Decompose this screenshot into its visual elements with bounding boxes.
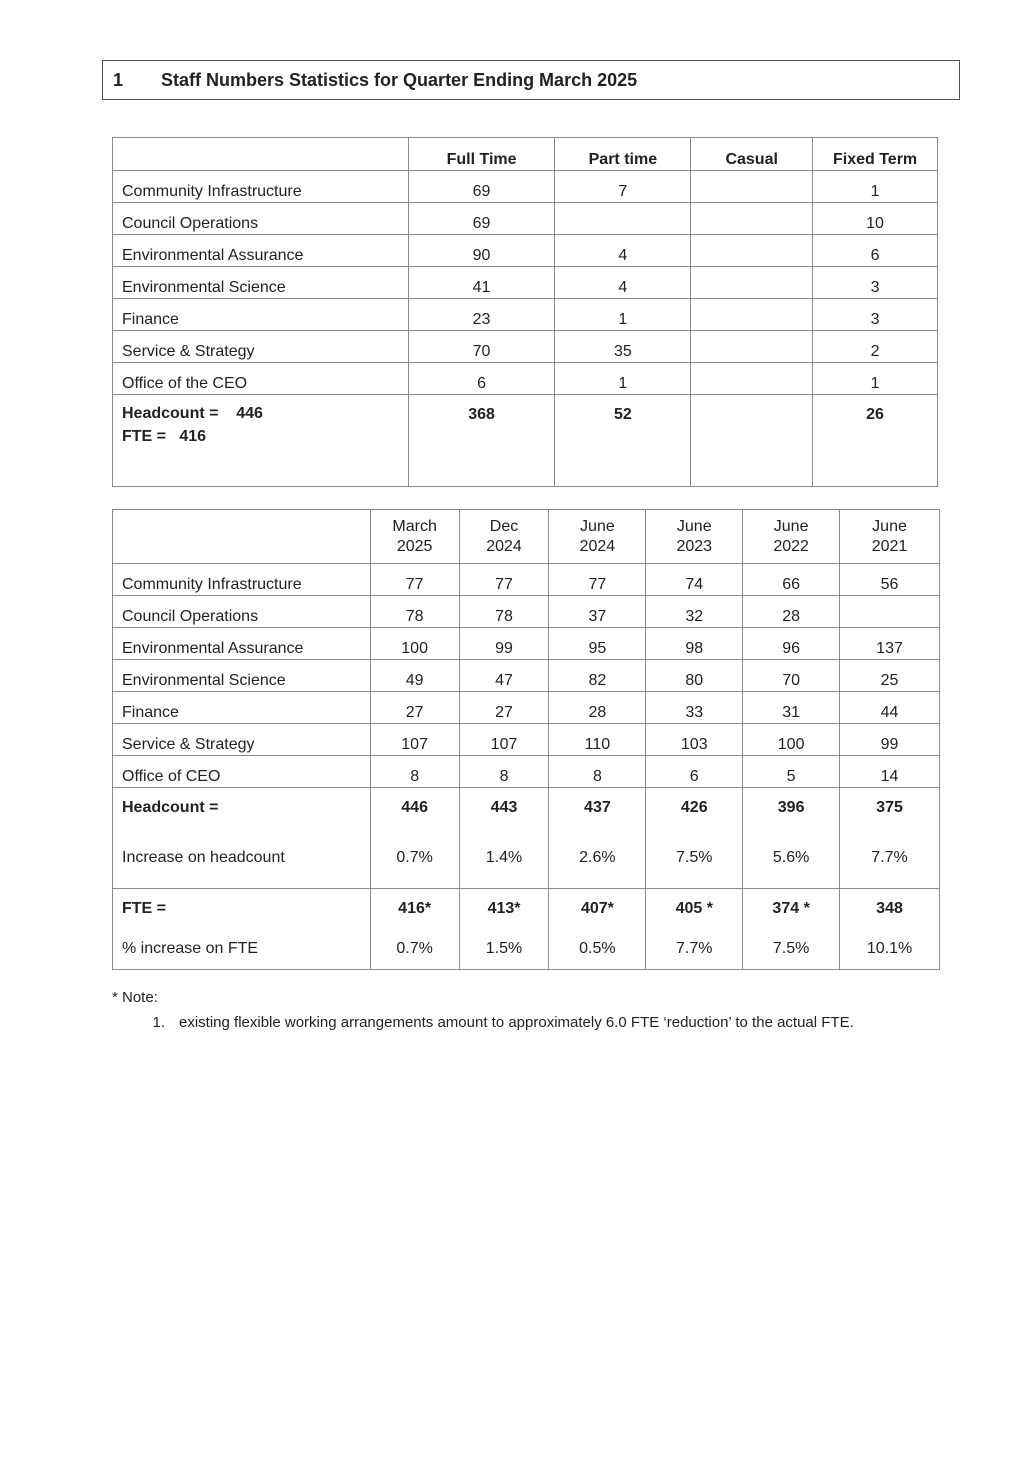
table-cell: 95 <box>549 628 646 660</box>
fte-summary-label <box>113 889 371 970</box>
column-header-line2: 2021 <box>871 537 908 555</box>
fte-summary-cell <box>743 889 840 970</box>
row-label: Council Operations <box>113 203 409 235</box>
headcount-summary-cell <box>549 788 646 889</box>
table-row <box>113 596 940 628</box>
headcount-summary-cell <box>840 788 940 889</box>
increase-fte-label: % increase on FTE <box>122 940 259 957</box>
table-cell <box>691 235 813 267</box>
column-header <box>459 510 549 564</box>
fte-value: 374 * <box>772 900 810 917</box>
headcount-increase-value: 7.7% <box>871 849 908 866</box>
headcount-increase-value: 7.5% <box>676 849 713 866</box>
column-header-line1: June <box>773 517 809 535</box>
headcount-label: Headcount = <box>122 405 219 422</box>
table-row <box>113 267 938 299</box>
headcount-summary-cell <box>743 788 840 889</box>
table-row <box>113 692 940 724</box>
table-cell: 4 <box>555 235 691 267</box>
fte-summary-row <box>113 889 940 970</box>
increase-headcount-label: Increase on headcount <box>122 849 285 866</box>
total-cell: 26 <box>813 395 938 487</box>
table-cell: 37 <box>549 596 646 628</box>
table-cell: 10 <box>813 203 938 235</box>
headcount-summary-row <box>113 788 940 889</box>
table-cell <box>555 203 691 235</box>
table-cell: 27 <box>370 692 459 724</box>
table-row <box>113 724 940 756</box>
note-item <box>112 1012 942 1034</box>
column-header: Full Time <box>408 138 555 171</box>
table-cell: 25 <box>840 660 940 692</box>
row-label: Community Infrastructure <box>113 564 371 596</box>
table-cell: 6 <box>646 756 743 788</box>
table-cell: 8 <box>549 756 646 788</box>
table-cell: 33 <box>646 692 743 724</box>
headcount-increase-value: 1.4% <box>485 849 523 866</box>
table-cell <box>691 363 813 395</box>
employment-type-table <box>112 137 938 487</box>
fte-summary-cell <box>549 889 646 970</box>
table-cell: 28 <box>743 596 840 628</box>
table-cell: 14 <box>840 756 940 788</box>
column-header-line1: Dec <box>489 517 519 535</box>
fte-value: 416 <box>179 428 207 445</box>
header-blank <box>113 138 409 171</box>
headcount-summary-cell <box>646 788 743 889</box>
column-header: Fixed Term <box>813 138 938 171</box>
total-row <box>113 395 938 487</box>
fte-label: FTE = <box>122 900 167 917</box>
column-header <box>370 510 459 564</box>
table-cell: 6 <box>408 363 555 395</box>
table-cell: 56 <box>840 564 940 596</box>
table-cell: 82 <box>549 660 646 692</box>
fte-increase-value: 7.7% <box>676 940 713 957</box>
column-header-line2: 2025 <box>396 537 433 555</box>
table-row <box>113 628 940 660</box>
table-cell: 96 <box>743 628 840 660</box>
table-cell: 99 <box>840 724 940 756</box>
column-header-line2: 2024 <box>486 537 522 555</box>
table-cell: 3 <box>813 267 938 299</box>
footnote <box>112 987 942 1034</box>
table-cell: 69 <box>408 171 555 203</box>
fte-value: 405 * <box>675 900 713 917</box>
table-cell: 7 <box>555 171 691 203</box>
table-cell: 35 <box>555 331 691 363</box>
table-cell: 110 <box>549 724 646 756</box>
table-cell <box>691 203 813 235</box>
row-label: Environmental Science <box>113 660 371 692</box>
headcount-increase-value: 5.6% <box>772 849 810 866</box>
column-header <box>743 510 840 564</box>
fte-summary-cell <box>370 889 459 970</box>
row-label: Environmental Assurance <box>113 628 371 660</box>
table-row <box>113 756 940 788</box>
column-header-line1: June <box>872 517 907 535</box>
row-label: Service & Strategy <box>113 331 409 363</box>
table-row <box>113 660 940 692</box>
table-row <box>113 235 938 267</box>
row-label: Council Operations <box>113 596 371 628</box>
fte-increase-value: 0.5% <box>579 940 616 957</box>
table-cell: 78 <box>370 596 459 628</box>
table-cell: 66 <box>743 564 840 596</box>
table-cell: 2 <box>813 331 938 363</box>
fte-value: 348 <box>876 900 903 917</box>
table-cell: 100 <box>743 724 840 756</box>
table-cell <box>691 299 813 331</box>
table-cell: 74 <box>646 564 743 596</box>
headcount-value: 375 <box>876 799 903 816</box>
column-header-line1: June <box>676 517 712 535</box>
total-cell: 52 <box>555 395 691 487</box>
column-header-line2: 2022 <box>773 537 809 555</box>
table-row <box>113 331 938 363</box>
table-cell: 44 <box>840 692 940 724</box>
column-header-line1: June <box>580 517 615 535</box>
column-header-line2: 2024 <box>579 537 616 555</box>
table-row <box>113 203 938 235</box>
table-cell: 70 <box>743 660 840 692</box>
fte-summary-cell <box>459 889 549 970</box>
section-title: Staff Numbers Statistics for Quarter Ending March 2025 <box>161 69 638 90</box>
table-cell <box>691 331 813 363</box>
table-cell: 90 <box>408 235 555 267</box>
table-cell: 137 <box>840 628 940 660</box>
table-cell: 99 <box>459 628 549 660</box>
table-cell: 77 <box>549 564 646 596</box>
total-cell <box>691 395 813 487</box>
fte-value: 407* <box>580 900 614 917</box>
table-cell: 98 <box>646 628 743 660</box>
table-cell: 8 <box>370 756 459 788</box>
headcount-summary-cell <box>459 788 549 889</box>
table-cell: 70 <box>408 331 555 363</box>
table-cell: 107 <box>370 724 459 756</box>
row-label: Service & Strategy <box>113 724 371 756</box>
table-cell: 23 <box>408 299 555 331</box>
headcount-value: 443 <box>490 799 518 816</box>
table-cell: 69 <box>408 203 555 235</box>
historical-headcount-table <box>112 509 940 970</box>
note-number: 1. <box>152 1014 165 1031</box>
fte-summary-cell <box>840 889 940 970</box>
row-label: Office of the CEO <box>113 363 409 395</box>
fte-summary-cell <box>646 889 743 970</box>
headcount-summary-label <box>113 788 371 889</box>
table-cell: 41 <box>408 267 555 299</box>
note-text: existing flexible working arrangements amount to approximately 6.0 FTE ‘reduction’ to the actual FTE. <box>179 1014 854 1031</box>
headcount-value: 396 <box>777 799 805 816</box>
table-row <box>113 299 938 331</box>
column-header <box>646 510 743 564</box>
column-header <box>549 510 646 564</box>
column-header: Casual <box>691 138 813 171</box>
table-cell: 5 <box>743 756 840 788</box>
table-cell: 1 <box>813 363 938 395</box>
fte-increase-value: 10.1% <box>866 940 913 957</box>
headcount-increase-value: 0.7% <box>396 849 433 866</box>
row-label: Environmental Science <box>113 267 409 299</box>
fte-line <box>122 422 408 452</box>
headcount-increase-value: 2.6% <box>579 849 616 866</box>
fte-label: FTE = <box>122 428 167 445</box>
table-header-row <box>113 138 938 171</box>
headcount-value: 446 <box>401 799 428 816</box>
table-cell: 80 <box>646 660 743 692</box>
table-cell: 27 <box>459 692 549 724</box>
fte-value: 416* <box>398 900 432 917</box>
fte-increase-value: 1.5% <box>485 940 523 957</box>
table-cell: 78 <box>459 596 549 628</box>
table-header-row <box>113 510 940 564</box>
table-cell <box>840 596 940 628</box>
headcount-value: 446 <box>236 405 263 422</box>
table-cell: 1 <box>555 299 691 331</box>
headcount-label: Headcount = <box>122 799 219 816</box>
table-row <box>113 171 938 203</box>
column-header <box>840 510 940 564</box>
row-label: Finance <box>113 692 371 724</box>
header-blank <box>113 510 371 564</box>
fte-increase-value: 0.7% <box>396 940 433 957</box>
table-cell: 28 <box>549 692 646 724</box>
row-label: Finance <box>113 299 409 331</box>
table-cell <box>691 267 813 299</box>
table-cell: 8 <box>459 756 549 788</box>
headcount-summary-cell <box>370 788 459 889</box>
table-cell: 107 <box>459 724 549 756</box>
column-header: Part time <box>555 138 691 171</box>
section-heading <box>102 60 960 100</box>
table-cell: 32 <box>646 596 743 628</box>
note-list <box>112 1012 942 1034</box>
table-row <box>113 363 938 395</box>
row-label: Environmental Assurance <box>113 235 409 267</box>
table-cell: 77 <box>459 564 549 596</box>
note-heading: * Note: <box>112 989 158 1006</box>
table-cell: 1 <box>813 171 938 203</box>
column-header-line1: March <box>392 517 437 535</box>
table-cell <box>691 171 813 203</box>
table-row <box>113 564 940 596</box>
fte-increase-value: 7.5% <box>772 940 810 957</box>
table-cell: 1 <box>555 363 691 395</box>
column-header-line2: 2023 <box>676 537 713 555</box>
section-number: 1 <box>113 69 124 90</box>
table-cell: 103 <box>646 724 743 756</box>
table-cell: 6 <box>813 235 938 267</box>
table-cell: 100 <box>370 628 459 660</box>
table-cell: 31 <box>743 692 840 724</box>
table-cell: 47 <box>459 660 549 692</box>
headcount-value: 426 <box>680 799 708 816</box>
row-label: Office of CEO <box>113 756 371 788</box>
table-cell: 77 <box>370 564 459 596</box>
total-label-cell <box>113 395 409 487</box>
table-cell: 4 <box>555 267 691 299</box>
table-cell: 49 <box>370 660 459 692</box>
fte-value: 413* <box>487 900 521 917</box>
headcount-value: 437 <box>584 799 611 816</box>
row-label: Community Infrastructure <box>113 171 409 203</box>
total-cell: 368 <box>408 395 555 487</box>
table-cell: 3 <box>813 299 938 331</box>
